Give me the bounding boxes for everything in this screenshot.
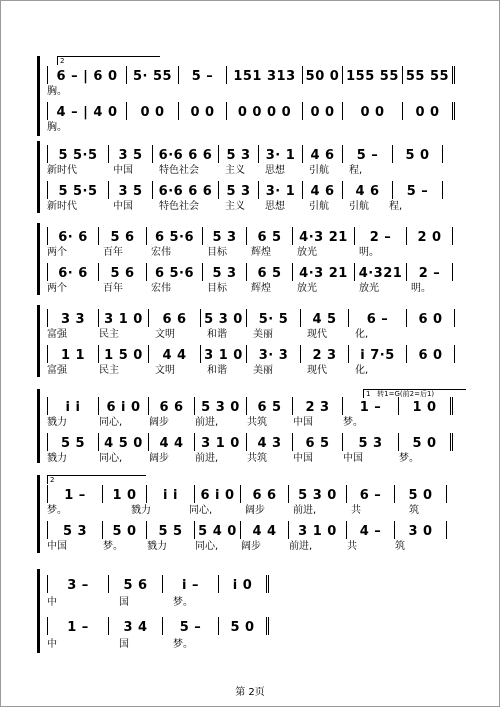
measure: 2 3 [305,400,330,415]
measure: 1 0 [112,488,137,503]
measure: 5· 55 [132,69,173,84]
measure: 4 4 [252,524,277,539]
measure: 4 6 [310,148,335,163]
measure: 3· 3 [258,348,289,363]
system-3 [37,223,467,295]
lyric-row: 富强 民主 文明 和谐 美丽 现代 化, [47,365,369,376]
measure: 6 5·6 [154,230,195,245]
measure: 4·3 21 [299,230,348,245]
measure: 5 5·5 [58,184,98,199]
measure: i i [163,488,178,503]
measure: 4 4 [159,436,184,451]
key-change-annotation: 转1=G(前2=后1) [377,390,435,398]
system-bracket [37,56,44,136]
measure: 6 i 0 [200,488,235,503]
measure: 5 3 0 [298,488,337,503]
measure: 2 0 [417,230,442,245]
measure: 5 3 [358,436,383,451]
lyric-row: 戮力 同心, 阔步 前进, 共筑 中国 中国 梦。 [47,453,419,464]
staff-lower [47,345,455,363]
system-4 [37,305,467,377]
system-1 [37,56,467,136]
measure: 1 – [67,620,89,635]
measure: 6 5 [257,266,282,281]
lyric-row: 中 国 梦。 [47,597,193,608]
measure: 6 5·6 [154,266,195,281]
measure: 5 – [191,69,214,84]
lyric-row: 中 国 梦。 [47,639,193,650]
measure: 5· 5 [258,312,289,327]
measure: 5 6 [110,266,135,281]
measure: 5 6 [110,230,135,245]
measure: 5 3 [212,266,237,281]
measure: 151 313 [233,69,296,84]
measure: 1 0 [412,400,437,415]
measure: 3· 1 [265,148,296,163]
system-5 [37,389,467,463]
staff-lower [47,433,453,451]
staff-lower [47,617,269,635]
volta-bracket: 1 转1=G(前2=后1) [363,389,466,398]
staff-lower [47,263,453,281]
measure: 6 6 [252,488,277,503]
lyric-row: 新时代 中国 特色社会 主义 思想 引航 引航 程, [47,201,403,212]
measure: 5 5·5 [58,148,98,163]
measure: 4·321 [358,266,403,281]
measure: 4 3 [257,436,282,451]
lyric-row: 两个 百年 宏伟 目标 辉煌 放光 明。 [47,247,379,258]
measure: 5 3 [212,230,237,245]
measure: 6 0 [418,348,443,363]
measure: 0 0 [190,105,215,120]
measure: 4 5 [312,312,337,327]
measure: 5 3 [226,148,251,163]
system-bracket [37,223,44,295]
measure: 2 – [418,266,441,281]
measure: i i [65,400,81,415]
staff-upper [47,397,453,415]
volta-bracket: 2 [47,475,146,484]
volta-bracket: 2 [57,56,160,65]
lyric-row: 新时代 中国 特色社会 主义 思想 引航 程, [47,165,363,176]
page-number: 第 2页 [235,687,265,698]
measure: i 7·5 [360,348,395,363]
lyric-row: 胸。 [47,122,67,133]
measure: 4 – [359,524,382,539]
measure: 6·6 6 6 [158,184,213,199]
measure: 6 5 [257,400,282,415]
measure: 5 0 [408,488,433,503]
system-bracket [37,141,44,213]
measure: 2 3 [312,348,337,363]
measure: 50 0 [305,69,340,84]
measure: 5 0 [405,148,430,163]
measure: 3 1 0 [104,312,143,327]
measure: 3 5 [118,148,143,163]
staff-lower [47,181,443,199]
measure: 4 5 0 [104,436,143,451]
measure: 3 – [67,578,89,593]
measure: 6 – [359,488,382,503]
staff-upper [47,145,443,163]
measure: 6· 6 [58,230,88,245]
measure: 3 1 0 [298,524,337,539]
system-7 [37,569,277,653]
measure: 4 4 [162,348,187,363]
measure: 5 5 [158,524,183,539]
measure: 5 0 [230,620,255,635]
measure: 3 1 0 [204,348,243,363]
measure: 6 5 [305,436,330,451]
measure: 0 0 [360,105,385,120]
measure: 5 – [179,620,202,635]
measure: 6 i 0 [106,400,141,415]
system-bracket [37,475,44,553]
measure: i – [182,578,199,593]
lyric-row: 梦。 戮力 同心, 阔步 前进, 共 筑 [47,505,419,516]
measure: 155 55 [346,69,399,84]
measure: 5 0 [112,524,137,539]
measure: 0 0 0 0 [237,105,292,120]
system-bracket [37,305,44,377]
measure: 4 – | 4 0 [56,105,118,120]
staff-upper [47,575,269,593]
measure: 5 – [406,184,429,199]
measure: 6·6 6 6 [158,148,213,163]
measure: 6· 6 [58,266,88,281]
measure: 4 6 [310,184,335,199]
measure: 6 0 [418,312,443,327]
system-6 [37,475,467,553]
measure: 3 5 [118,184,143,199]
measure: 6 6 [162,312,187,327]
measure: 5 3 [62,524,88,539]
measure: i 0 [232,578,253,593]
measure: 3 3 [60,312,86,327]
measure: 5 3 [226,184,251,199]
measure: 5 6 [123,578,148,593]
staff-lower [47,102,455,120]
measure: 5 3 0 [204,312,243,327]
measure: 0 0 [310,105,335,120]
measure: 3 0 [408,524,433,539]
system-bracket [37,389,44,463]
measure: 5 4 0 [198,524,237,539]
lyric-row: 中国 梦。 戮力 同心, 阔步 前进, 共 筑 [47,541,405,552]
measure: 6 6 [159,400,184,415]
staff-upper [47,227,453,245]
measure: 4 6 [355,184,380,199]
measure: 5 0 [412,436,437,451]
measure: 5 5 [60,436,86,451]
measure: 2 – [369,230,392,245]
measure: 6 5 [257,230,282,245]
measure: 1 – [359,400,382,415]
measure: 3 4 [123,620,148,635]
lyric-row: 胸。 [47,86,67,97]
measure: 0 0 [140,105,165,120]
system-bracket [37,569,44,653]
measure: 5 3 0 [201,400,240,415]
measure: 3· 1 [265,184,296,199]
staff-upper [47,66,455,84]
measure: 4·3 21 [299,266,348,281]
measure: 55 55 [405,69,450,84]
staff-upper [47,485,447,503]
measure: 5 – [356,148,379,163]
measure: 1 1 [60,348,86,363]
measure: 6 – | 6 0 [56,69,118,84]
lyric-row: 戮力 同心, 阔步 前进, 共筑 中国 梦。 [47,417,363,428]
measure: 1 – [64,488,86,503]
measure: 1 5 0 [104,348,143,363]
lyric-row: 两个 百年 宏伟 目标 辉煌 放光 放光 明。 [47,283,431,294]
staff-lower [47,521,447,539]
lyric-row: 富强 民主 文明 和谐 美丽 现代 化, [47,329,369,340]
measure: 3 1 0 [201,436,240,451]
measure: 6 – [366,312,389,327]
system-2 [37,141,467,213]
staff-upper [47,309,455,327]
measure: 0 0 [415,105,440,120]
